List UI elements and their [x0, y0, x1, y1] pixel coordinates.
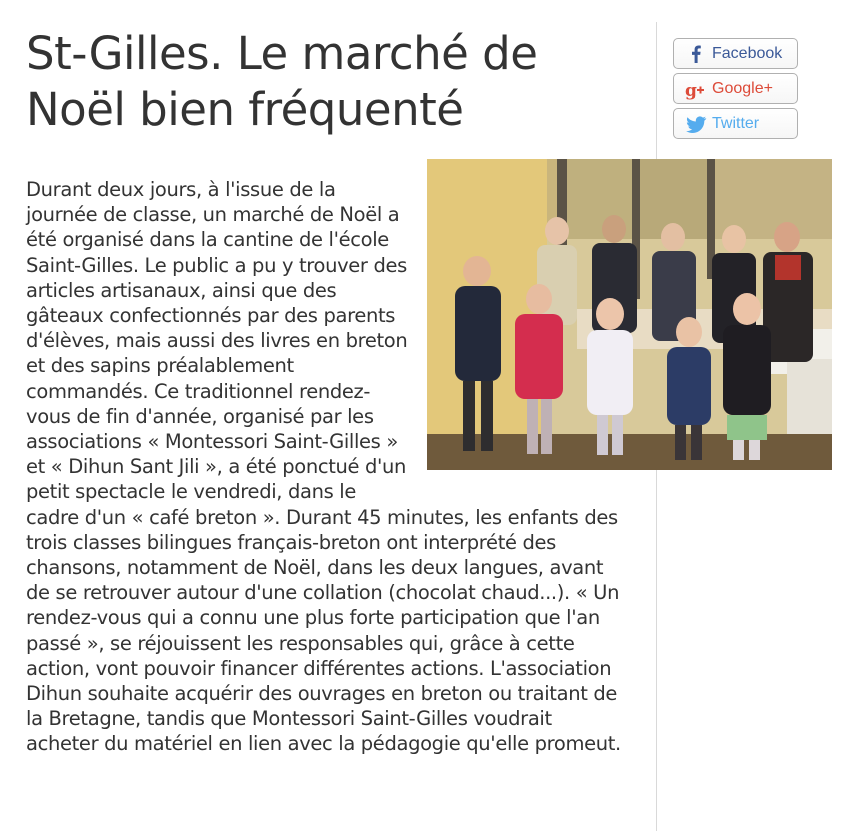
google-plus-icon — [684, 77, 708, 101]
google-plus-share-button[interactable] — [673, 73, 798, 104]
google-plus-share-label: Google+ — [712, 80, 773, 97]
svg-text:g: g — [685, 81, 697, 101]
photo-float-spacer — [408, 177, 626, 504]
article-body-text: Durant deux jours, à l'issue de la journée de classe, un marché de Noël a été organisé dans la cantine de l'école Saint-Gilles. Le public a pu y trouver des articles artisanaux, ainsi que des gâteaux confectionnés par des parents d'élèves, mais aussi des livres en breton et des sapins préalablement commandés. Ce traditionnel rendez-vous de fin d'année, organisé par les associations « Montessori Saint-Gilles » et « Dihun Sant Jili », a été ponctué d'un petit spectacle le vendredi, dans le cadre d'un « café breton ». Durant 45 minutes, les enfants des trois classes bilingues français-breton ont interprété des chansons, notamment de Noël, dans les deux langues, avant de se retrouver autour d'une collation (chocolat chaud...). « Un rendez-vous qui a connu une plus forte participation que l'an passé », se réjouissent les responsables qui, grâce à cette action, vont pouvoir financer différentes actions. L'association Dihun souhaite acquérir des ouvrages en breton ou traitant de la Bretagne, tandis que Montessori Saint-Gilles voudrait acheter du matériel en lien avec la pédagogie qu'elle promeut. — [26, 178, 621, 756]
article-title: St-Gilles. Le marché de Noël bien fréquenté — [26, 27, 538, 136]
twitter-share-button[interactable] — [673, 108, 798, 139]
twitter-icon — [684, 112, 708, 136]
twitter-share-label: Twitter — [712, 115, 760, 132]
facebook-share-button[interactable] — [673, 38, 798, 69]
facebook-share-label: Facebook — [712, 45, 783, 62]
facebook-icon — [684, 42, 708, 66]
article-body — [26, 177, 626, 757]
